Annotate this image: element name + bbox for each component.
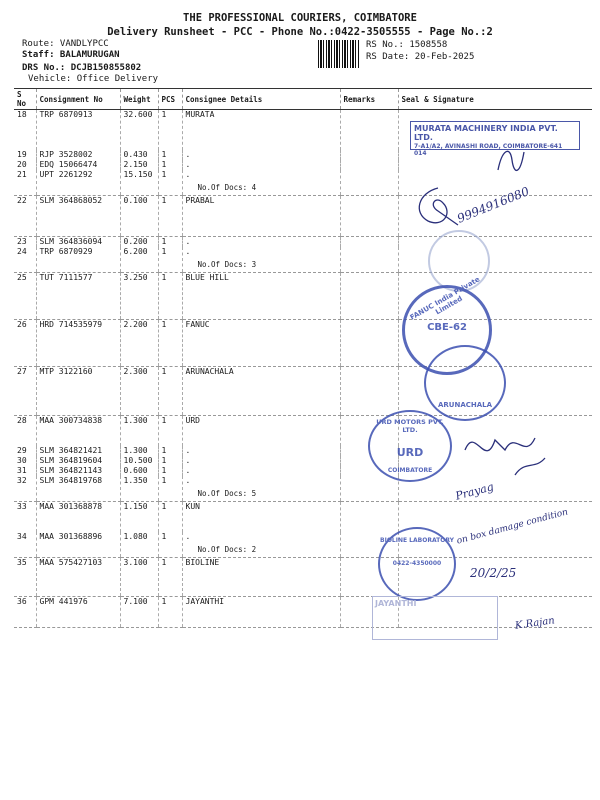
bioline-date: 20/2/25: [470, 566, 517, 580]
cell-consignment: [36, 597, 120, 628]
cell-pcs-text: 1: [161, 320, 167, 329]
cell-pcs-text: 1: [161, 237, 167, 246]
cell-consignee: [182, 160, 340, 170]
cell-sno: [14, 456, 36, 466]
col-consignee: Consignee Details: [182, 89, 340, 110]
cell-sno: [14, 110, 36, 151]
cell-consignee: [182, 367, 340, 416]
cell-sno-text: 24: [17, 247, 27, 256]
cell-consignee-text: .: [185, 446, 191, 455]
cell-weight-text: 2.150: [123, 160, 148, 169]
cell-weight-text: 1.350: [123, 476, 148, 485]
cell-consignment-text: SLM 364821421: [39, 446, 103, 455]
cell-pcs-text: 1: [161, 150, 167, 159]
cell-weight-text: 1.300: [123, 416, 148, 425]
cell-sno-text: 26: [17, 320, 27, 329]
cell-pcs-text: 1: [161, 456, 167, 465]
urd-stamp: [368, 410, 452, 482]
cell-pcs: [158, 367, 182, 416]
cell-consignee-text: PRABAL: [185, 196, 215, 205]
cell-sno: [14, 476, 36, 502]
cell-weight: [120, 320, 158, 367]
cell-consignee: [182, 247, 340, 273]
urd-stamp-logo: URD: [396, 446, 424, 459]
cell-pcs-text: 1: [161, 110, 167, 119]
cell-pcs-text: 1: [161, 367, 167, 376]
route-label: Route: VANDLYPCC: [22, 39, 109, 49]
cell-pcs: [158, 466, 182, 476]
table-row: [14, 367, 592, 416]
cell-sno: [14, 196, 36, 237]
cell-consignee-text: BLUE HILL: [185, 273, 229, 282]
cell-pcs: [158, 273, 182, 320]
cell-pcs: [158, 320, 182, 367]
cell-remarks: [340, 170, 398, 196]
cell-pcs-text: 1: [161, 247, 167, 256]
cell-consignee-text: ARUNACHALA: [185, 367, 234, 376]
cell-sno-text: 20: [17, 160, 27, 169]
cell-consignment-text: SLM 364819604: [39, 456, 103, 465]
cell-consignee-text: .: [185, 237, 191, 246]
urd-signature: [460, 420, 560, 480]
cell-pcs-text: 1: [161, 160, 167, 169]
cell-consignment: [36, 532, 120, 558]
cell-consignee-text: .: [185, 456, 191, 465]
cell-weight-text: 6.200: [123, 247, 148, 256]
cell-sno-text: 22: [17, 196, 27, 205]
cell-consignment: [36, 150, 120, 160]
cell-consignment: [36, 476, 120, 502]
cell-pcs-text: 1: [161, 170, 167, 179]
cell-weight-text: 3.100: [123, 558, 148, 567]
cell-sno: [14, 247, 36, 273]
cell-sno: [14, 367, 36, 416]
col-remarks: Remarks: [340, 89, 398, 110]
cell-remarks: [340, 196, 398, 237]
table-row: [14, 273, 592, 320]
cell-consignment: [36, 170, 120, 196]
bioline-stamp-name: BIOLINE LABORATORY: [380, 537, 454, 544]
col-pcs: PCS: [158, 89, 182, 110]
cell-remarks: [340, 367, 398, 416]
cell-consignment: [36, 160, 120, 170]
cell-consignment: [36, 466, 120, 476]
cell-remarks: [340, 273, 398, 320]
cell-weight: [120, 597, 158, 628]
cell-sno: [14, 597, 36, 628]
cell-pcs: [158, 170, 182, 196]
cell-consignee-text: .: [185, 532, 191, 541]
table-row: [14, 532, 592, 558]
cell-consignment-text: UPT 2261292: [39, 170, 93, 179]
cell-pcs: [158, 196, 182, 237]
cell-consignment-text: MAA 301368878: [39, 502, 103, 511]
cell-weight: [120, 367, 158, 416]
prabal-signature: [408, 183, 468, 233]
cell-consignee-text: .: [185, 466, 191, 475]
cell-pcs-text: 1: [161, 476, 167, 485]
cell-consignment: [36, 367, 120, 416]
arunachala-stamp-name: ARUNACHALA: [437, 401, 493, 409]
cell-consignment-text: SLM 364821143: [39, 466, 103, 475]
docs-count: No.Of Docs: 3: [197, 260, 257, 269]
cell-consignee-text: .: [185, 247, 191, 256]
cell-consignee-text: .: [185, 476, 191, 485]
cell-remarks: [340, 237, 398, 248]
cell-weight: [120, 160, 158, 170]
cell-consignment: [36, 416, 120, 447]
docs-count: No.Of Docs: 4: [197, 183, 257, 192]
col-consignment: Consignment No: [36, 89, 120, 110]
cell-consignment-text: EDQ 15066474: [39, 160, 98, 169]
cell-weight: [120, 416, 158, 447]
cell-pcs: [158, 456, 182, 466]
cell-consignee: [182, 476, 340, 502]
cell-weight-text: 1.080: [123, 532, 148, 541]
cell-pcs-text: 1: [161, 416, 167, 425]
cell-pcs: [158, 532, 182, 558]
cell-pcs: [158, 502, 182, 533]
cell-consignee: [182, 320, 340, 367]
cell-consignment: [36, 502, 120, 533]
cell-consignment-text: SLM 364868052: [39, 196, 103, 205]
cell-pcs: [158, 110, 182, 151]
cell-weight-text: 1.300: [123, 446, 148, 455]
cell-weight-text: 0.600: [123, 466, 148, 475]
cell-consignee: [182, 416, 340, 447]
cell-weight-text: 2.300: [123, 367, 148, 376]
cell-consignee: [182, 273, 340, 320]
cell-weight-text: 3.250: [123, 273, 148, 282]
col-sno: S No: [14, 89, 36, 110]
cell-consignee: [182, 110, 340, 151]
runsheet-subtitle: Delivery Runsheet - PCC - Phone No.:0422-3505555 - Page No.:2: [107, 26, 493, 38]
cell-pcs-text: 1: [161, 502, 167, 511]
cell-sno: [14, 320, 36, 367]
cell-consignment: [36, 196, 120, 237]
cell-consignment-text: GPM 441976: [39, 597, 88, 606]
cell-remarks: [340, 476, 398, 502]
cell-pcs: [158, 160, 182, 170]
bioline-stamp-phone: 0422-4350000: [392, 560, 442, 567]
cell-consignment: [36, 446, 120, 456]
cell-sno-text: 30: [17, 456, 27, 465]
cell-sno-text: 28: [17, 416, 27, 425]
table-row: [14, 597, 592, 628]
cell-remarks: [340, 160, 398, 170]
cell-consignee-text: FANUC: [185, 320, 210, 329]
cell-seal: [398, 237, 592, 248]
cell-sno-text: 23: [17, 237, 27, 246]
cell-consignee-text: MURATA: [185, 110, 215, 119]
cell-pcs-text: 1: [161, 273, 167, 282]
cell-sno-text: 31: [17, 466, 27, 475]
cell-pcs-text: 1: [161, 558, 167, 567]
cell-pcs-text: 1: [161, 466, 167, 475]
table-row: [14, 320, 592, 367]
cell-weight: [120, 502, 158, 533]
cell-consignee-text: BIOLINE: [185, 558, 220, 567]
cell-weight-text: 0.200: [123, 237, 148, 246]
drs-number: DRS No.: DCJB150855802: [22, 63, 142, 73]
cell-pcs-text: 1: [161, 532, 167, 541]
cell-consignment: [36, 273, 120, 320]
cell-consignee: [182, 502, 340, 533]
cell-sno: [14, 502, 36, 533]
cell-remarks: [340, 110, 398, 151]
staff-label: Staff: BALAMURUGAN: [22, 50, 120, 60]
cell-weight: [120, 466, 158, 476]
kun-receiver-name: Prayag: [453, 480, 496, 503]
cell-sno: [14, 160, 36, 170]
cell-consignment-text: RJP 3528002: [39, 150, 93, 159]
cell-consignee-text: .: [185, 150, 191, 159]
cell-consignee-text: KUN: [185, 502, 200, 511]
cell-consignment-text: MAA 301368896: [39, 532, 103, 541]
jayanthi-stamp-name: JAYANTHI: [375, 599, 417, 608]
cell-weight: [120, 110, 158, 151]
urd-stamp-city: COIMBATORE: [387, 467, 433, 474]
urd-stamp-name: URD MOTORS PVT. LTD.: [376, 418, 444, 434]
cell-consignment-text: MTP 3122160: [39, 367, 93, 376]
cell-sno-text: 18: [17, 110, 27, 119]
cell-consignee-text: .: [185, 160, 191, 169]
cell-weight-text: 0.100: [123, 196, 148, 205]
docs-count: No.Of Docs: 5: [197, 489, 257, 498]
cell-remarks: [340, 150, 398, 160]
cell-pcs-text: 1: [161, 597, 167, 606]
cell-consignee: [182, 597, 340, 628]
fanuc-stamp-name: FANUC India Private Limited: [408, 275, 482, 322]
cell-consignee: [182, 237, 340, 248]
cell-consignee: [182, 532, 340, 558]
cell-weight-text: 10.500: [123, 456, 153, 465]
vehicle-label: Vehicle: Office Delivery: [28, 74, 159, 84]
cell-consignment-text: TRP 6870929: [39, 247, 93, 256]
cell-consignment-text: SLM 364836094: [39, 237, 103, 246]
cell-sno-text: 21: [17, 170, 27, 179]
cell-sno-text: 25: [17, 273, 27, 282]
rs-date: RS Date: 20-Feb-2025: [366, 52, 475, 62]
cell-sno: [14, 150, 36, 160]
cell-consignment: [36, 456, 120, 466]
cell-sno: [14, 273, 36, 320]
cell-consignment-text: TUT 7111577: [39, 273, 93, 282]
cell-weight: [120, 170, 158, 196]
cell-weight: [120, 558, 158, 597]
col-seal-signature: Seal & Signature: [398, 89, 592, 110]
cell-pcs: [158, 597, 182, 628]
cell-pcs: [158, 446, 182, 456]
cell-consignment-text: HRD 714535979: [39, 320, 103, 329]
table-row: [14, 247, 592, 273]
cell-weight: [120, 446, 158, 456]
cell-remarks: [340, 247, 398, 273]
docs-count: No.Of Docs: 2: [197, 545, 257, 554]
cell-sno: [14, 237, 36, 248]
cell-pcs: [158, 476, 182, 502]
cell-consignee: [182, 446, 340, 456]
cell-sno-text: 32: [17, 476, 27, 485]
cell-remarks: [340, 320, 398, 367]
table-header-row: [14, 89, 592, 110]
jayanthi-signature: K.Rajan: [514, 615, 556, 632]
rs-number: RS No.: 1508558: [366, 40, 448, 50]
cell-weight-text: 2.200: [123, 320, 148, 329]
cell-pcs-text: 1: [161, 446, 167, 455]
cell-consignment-text: MAA 300734838: [39, 416, 103, 425]
cell-consignee-text: URD: [185, 416, 200, 425]
cell-sno-text: 29: [17, 446, 27, 455]
cell-remarks: [340, 502, 398, 533]
cell-weight: [120, 532, 158, 558]
cell-pcs-text: 1: [161, 196, 167, 205]
cell-sno: [14, 532, 36, 558]
cell-consignee-text: JAYANTHI: [185, 597, 225, 606]
cell-weight: [120, 150, 158, 160]
cell-consignment: [36, 247, 120, 273]
cell-weight-text: 15.150: [123, 170, 153, 179]
cell-pcs: [158, 558, 182, 597]
cell-consignment-text: TRP 6870913: [39, 110, 93, 119]
barcode: [318, 40, 360, 68]
cell-pcs: [158, 247, 182, 273]
cell-weight: [120, 273, 158, 320]
cell-pcs: [158, 237, 182, 248]
cell-weight: [120, 247, 158, 273]
cell-weight: [120, 456, 158, 466]
cell-pcs: [158, 416, 182, 447]
cell-consignee: [182, 170, 340, 196]
cell-sno-text: 33: [17, 502, 27, 511]
cell-consignment-text: SLM 364819768: [39, 476, 103, 485]
cell-consignee: [182, 456, 340, 466]
cell-sno-text: 34: [17, 532, 27, 541]
cell-weight-text: 32.600: [123, 110, 153, 119]
murata-stamp-address: 7-A1/A2, AVINASHI ROAD, COIMBATORE-641 014: [414, 143, 563, 157]
cell-consignee: [182, 150, 340, 160]
cell-consignee: [182, 558, 340, 597]
cell-weight: [120, 476, 158, 502]
company-title: THE PROFESSIONAL COURIERS, COIMBATORE: [183, 12, 417, 24]
cell-consignment: [36, 110, 120, 151]
murata-stamp-name: MURATA MACHINERY INDIA PVT. LTD.: [414, 124, 558, 142]
cell-sno-text: 27: [17, 367, 27, 376]
cell-sno: [14, 170, 36, 196]
cell-sno: [14, 446, 36, 456]
cell-consignment: [36, 558, 120, 597]
murata-signature: [490, 140, 530, 180]
cell-sno: [14, 466, 36, 476]
cell-weight-text: 0.430: [123, 150, 148, 159]
kun-damage-remark: on box damage condition: [455, 507, 570, 547]
cell-consignee: [182, 466, 340, 476]
cell-sno: [14, 416, 36, 447]
cell-weight-text: 7.100: [123, 597, 148, 606]
cell-consignment: [36, 320, 120, 367]
cell-sno-text: 19: [17, 150, 27, 159]
cell-weight-text: 1.150: [123, 502, 148, 511]
cell-sno-text: 35: [17, 558, 27, 567]
cell-sno: [14, 558, 36, 597]
col-weight: Weight: [120, 89, 158, 110]
arunachala-stamp: [424, 345, 506, 421]
fanuc-stamp-code: CBE-62: [427, 322, 467, 333]
cell-consignee-text: .: [185, 170, 191, 179]
jayanthi-stamp: [372, 596, 498, 640]
cell-weight: [120, 237, 158, 248]
cell-sno-text: 36: [17, 597, 27, 606]
cell-consignment: [36, 237, 120, 248]
cell-pcs: [158, 150, 182, 160]
table-row: [14, 237, 592, 248]
cell-weight: [120, 196, 158, 237]
bioline-stamp: [378, 527, 456, 601]
cell-consignment-text: MAA 575427103: [39, 558, 103, 567]
cell-consignee: [182, 196, 340, 237]
prabal-phone-note: 9994916080: [455, 184, 532, 226]
